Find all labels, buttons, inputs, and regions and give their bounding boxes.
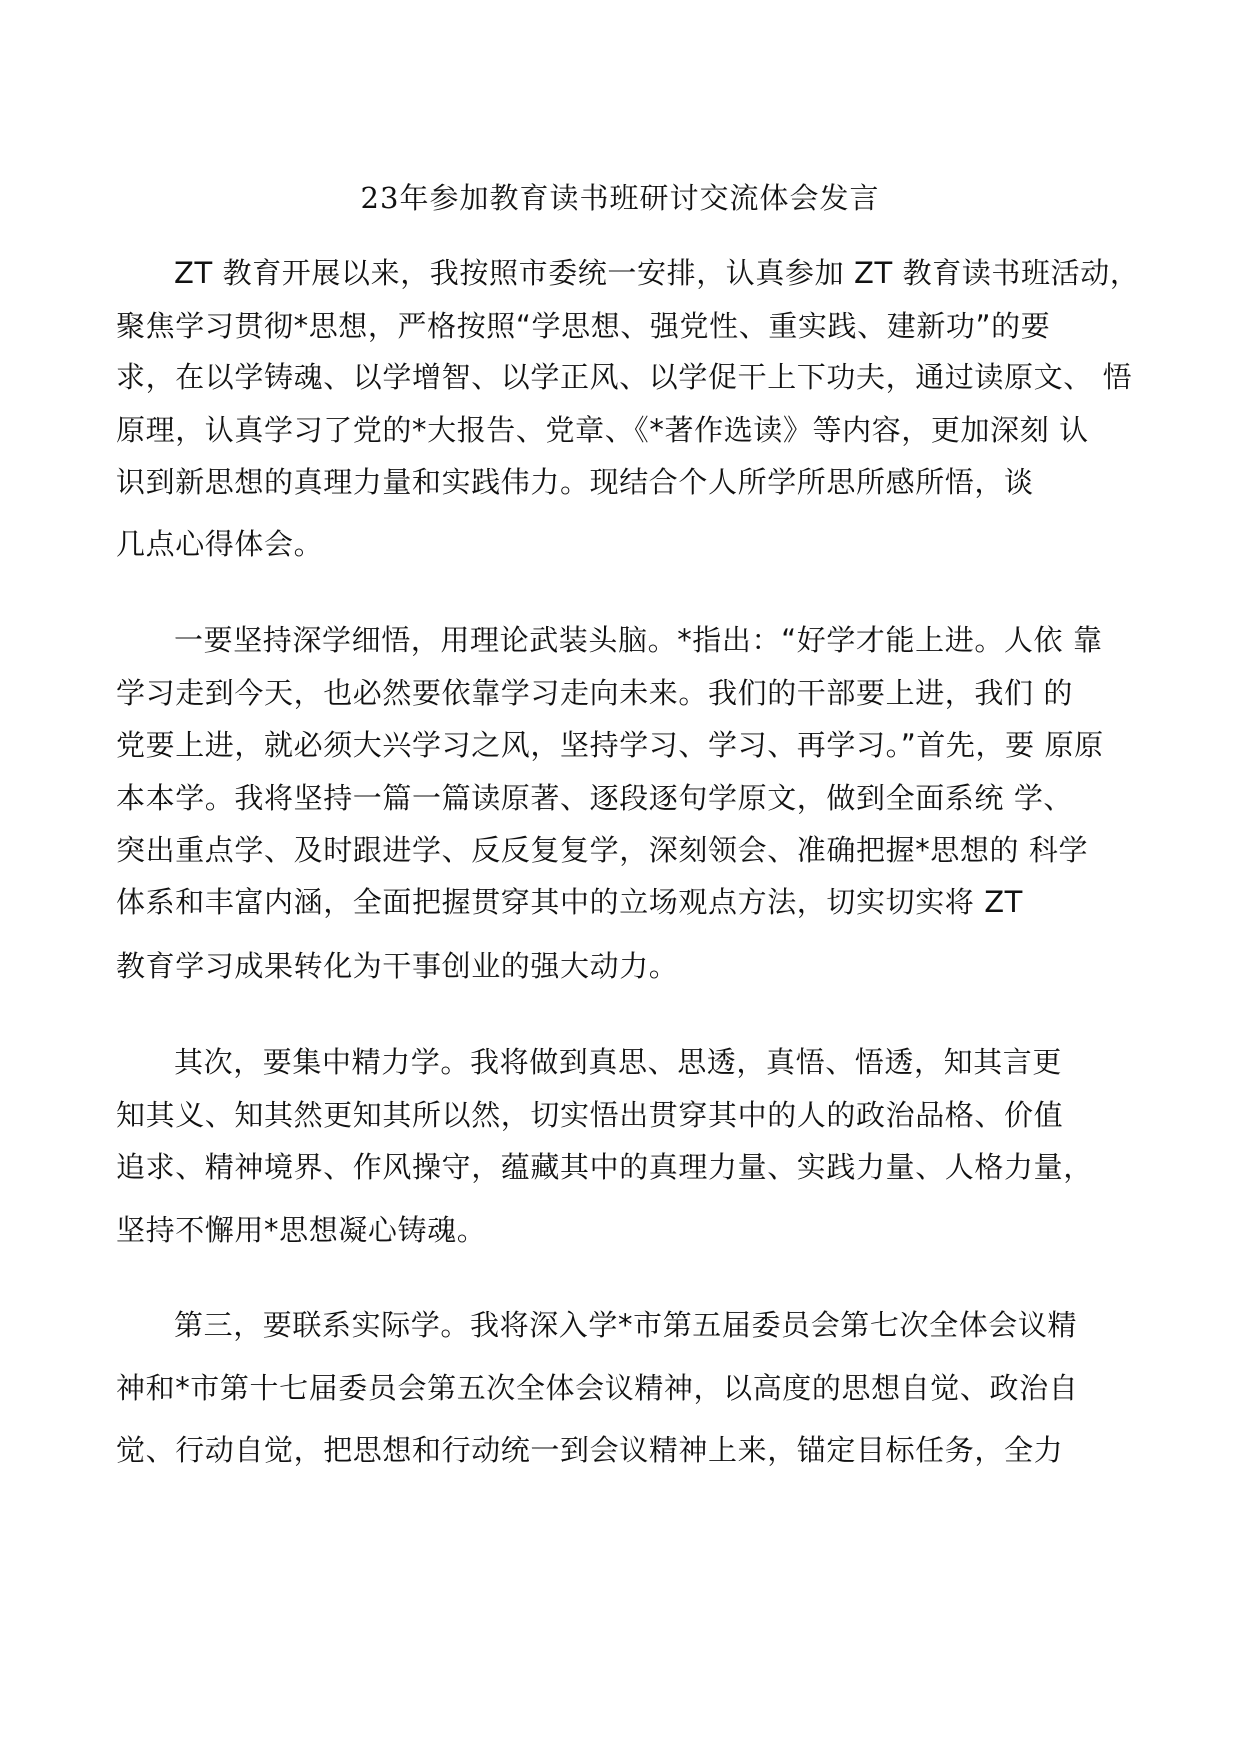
- paragraph-3-line-1: 其次，要集中精力学。我将做到真思、思透，真悟、悟透，知其言更: [174, 1045, 1063, 1079]
- paragraph-2-line-4: 本本学。我将坚持一篇一篇读原著、逐段逐句学原文，做到全面系统 学、: [116, 781, 1074, 815]
- paragraph-1-line-6: 几点心得体会。: [116, 527, 324, 561]
- paragraph-2-line-1: 一要坚持深学细悟，用理论武装头脑。*指出：“好学才能上进。人依 靠: [174, 623, 1103, 657]
- paragraph-1-line-5: 识到新思想的真理力量和实践伟力。现结合个人所学所思所感所悟，谈: [116, 465, 1034, 499]
- document-title: 23年参加教育读书班研讨交流体会发言: [360, 181, 880, 215]
- paragraph-2-line-7: 教育学习成果转化为干事创业的强大动力。: [116, 949, 679, 983]
- paragraph-1-line-1: ZT 教育开展以来，我按照市委统一安排，认真参加 ZT 教育读书班活动，: [174, 256, 1140, 290]
- paragraph-1-line-4: 原理，认真学习了党的*大报告、党章、《*著作选读》等内容，更加深刻 认: [116, 413, 1089, 447]
- paragraph-2-line-6: 体系和丰富内涵，全面把握贯穿其中的立场观点方法，切实切实将 ZT: [116, 885, 1024, 919]
- paragraph-4-line-1: 第三，要联系实际学。我将深入学*市第五届委员会第七次全体会议精: [174, 1308, 1078, 1342]
- paragraph-2-line-3: 党要上进，就必须大兴学习之风，坚持学习、学习、再学习。”首先，要 原原: [116, 728, 1104, 762]
- paragraph-3-line-3: 追求、精神境界、作风操守，蕴藏其中的真理力量、实践力量、人格力量，: [116, 1150, 1093, 1184]
- paragraph-1-line-3: 求，在以学铸魂、以学增智、以学正风、以学促干上下功夫，通过读原文、 悟: [116, 360, 1133, 394]
- paragraph-3-line-2: 知其义、知其然更知其所以然，切实悟出贯穿其中的人的政治品格、价值: [116, 1098, 1064, 1132]
- paragraph-4-line-3: 觉、行动自觉，把思想和行动统一到会议精神上来，锚定目标任务，全力: [116, 1433, 1064, 1467]
- paragraph-4-line-2: 神和*市第十七届委员会第五次全体会议精神，以高度的思想自觉、政治自: [116, 1371, 1079, 1405]
- paragraph-1-line-2: 聚焦学习贯彻*思想，严格按照“学思想、强党性、重实践、建新功”的要: [116, 309, 1051, 343]
- paragraph-2-line-5: 突出重点学、及时跟进学、反反复复学，深刻领会、准确把握*思想的 科学: [116, 833, 1089, 867]
- paragraph-2-line-2: 学习走到今天，也必然要依靠学习走向未来。我们的干部要上进，我们 的: [116, 676, 1074, 710]
- paragraph-3-line-4: 坚持不懈用*思想凝心铸魂。: [116, 1213, 487, 1247]
